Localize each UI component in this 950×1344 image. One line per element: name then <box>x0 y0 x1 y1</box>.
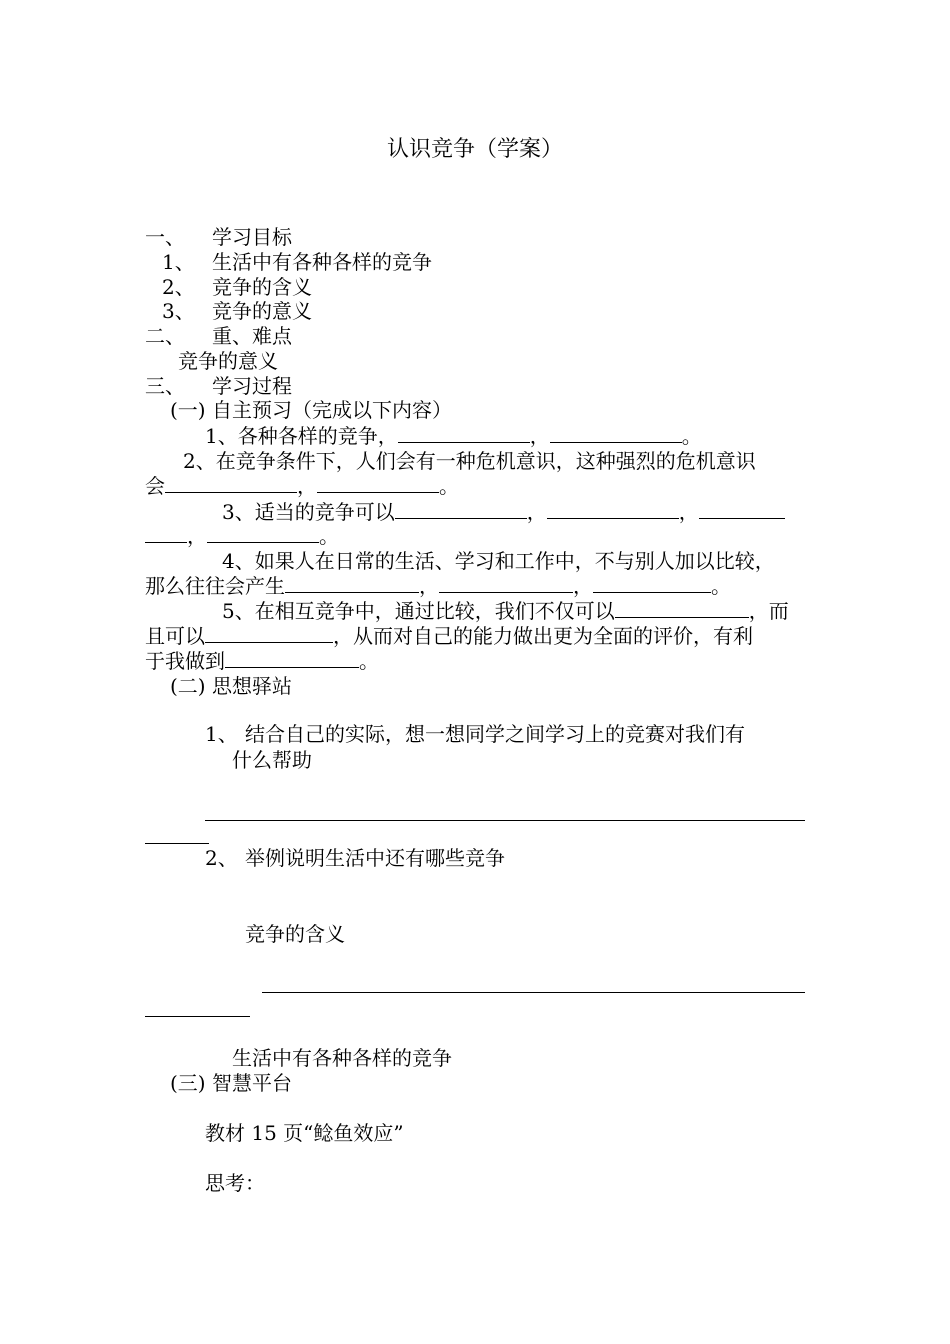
question-5-line1: 5、在相互竞争中，通过比较，我们不仅可以 ，而 <box>222 599 789 623</box>
section-number: 一、 <box>145 225 185 249</box>
blank-line <box>593 574 711 593</box>
answer-text: 竞争的含义 <box>245 922 345 946</box>
goal-item: 生活中有各种各样的竞争 <box>212 250 432 274</box>
section-heading: 学习过程 <box>212 374 292 398</box>
subsection-heading: (三) 智慧平台 <box>170 1071 292 1095</box>
blank-line <box>205 624 333 643</box>
question-number: 2、 <box>205 846 238 870</box>
question-3-line1: 3、适当的竞争可以 ， ， <box>222 500 785 524</box>
blank-line <box>165 474 297 493</box>
question-text: 举例说明生活中还有哪些竞争 <box>245 846 505 870</box>
question-4-line2: 那么往往会产生 ， ， 。 <box>145 574 731 598</box>
question-3-line2: ， 。 <box>145 524 339 548</box>
goal-item: 竞争的意义 <box>212 299 312 323</box>
question-4-line1: 4、如果人在日常的生活、学习和工作中，不与别人加以比较， <box>222 549 775 573</box>
blank-line <box>398 424 530 443</box>
question-number: 1、 <box>205 722 238 746</box>
goal-item: 竞争的含义 <box>212 275 312 299</box>
key-point: 竞争的意义 <box>178 349 278 373</box>
question-2-line1: 2、在竞争条件下，人们会有一种危机意识，这种强烈的危机意识 <box>183 449 756 473</box>
question-5-line3: 于我做到 。 <box>145 649 379 673</box>
subsection-heading: (二) 思想驿站 <box>170 674 292 698</box>
answer-line <box>205 820 805 821</box>
blank-line <box>145 524 187 543</box>
answer-line <box>145 843 209 844</box>
blank-line <box>285 574 419 593</box>
blank-line <box>395 500 527 519</box>
material-reference: 教材 15 页“鲶鱼效应” <box>205 1121 404 1145</box>
goal-number: 3、 <box>162 299 195 323</box>
section-heading: 重、难点 <box>212 324 292 348</box>
goal-number: 1、 <box>162 250 195 274</box>
section-heading: 学习目标 <box>212 225 292 249</box>
blank-line <box>615 599 749 618</box>
blank-line <box>317 474 439 493</box>
question-1: 1、各种各样的竞争， ， 。 <box>205 424 702 448</box>
question-5-line2: 且可以 ，从而对自己的能力做出更为全面的评价，有利 <box>145 624 753 648</box>
blank-line <box>550 424 682 443</box>
goal-number: 2、 <box>162 275 195 299</box>
answer-line <box>145 1016 250 1017</box>
section-number: 二、 <box>145 324 185 348</box>
question-text: 什么帮助 <box>232 748 312 772</box>
blank-line <box>699 500 785 519</box>
blank-line <box>547 500 679 519</box>
answer-line <box>262 992 805 993</box>
section-number: 三、 <box>145 374 185 398</box>
think-label: 思考： <box>205 1171 265 1195</box>
blank-line <box>439 574 573 593</box>
question-2-line2: 会 ， 。 <box>145 474 459 498</box>
page-title: 认识竞争（学案） <box>386 137 563 162</box>
answer-text: 生活中有各种各样的竞争 <box>232 1046 452 1070</box>
question-text: 结合自己的实际，想一想同学之间学习上的竞赛对我们有 <box>245 722 745 746</box>
subsection-heading: (一) 自主预习（完成以下内容） <box>170 398 452 422</box>
blank-line <box>207 524 319 543</box>
blank-line <box>225 649 359 668</box>
